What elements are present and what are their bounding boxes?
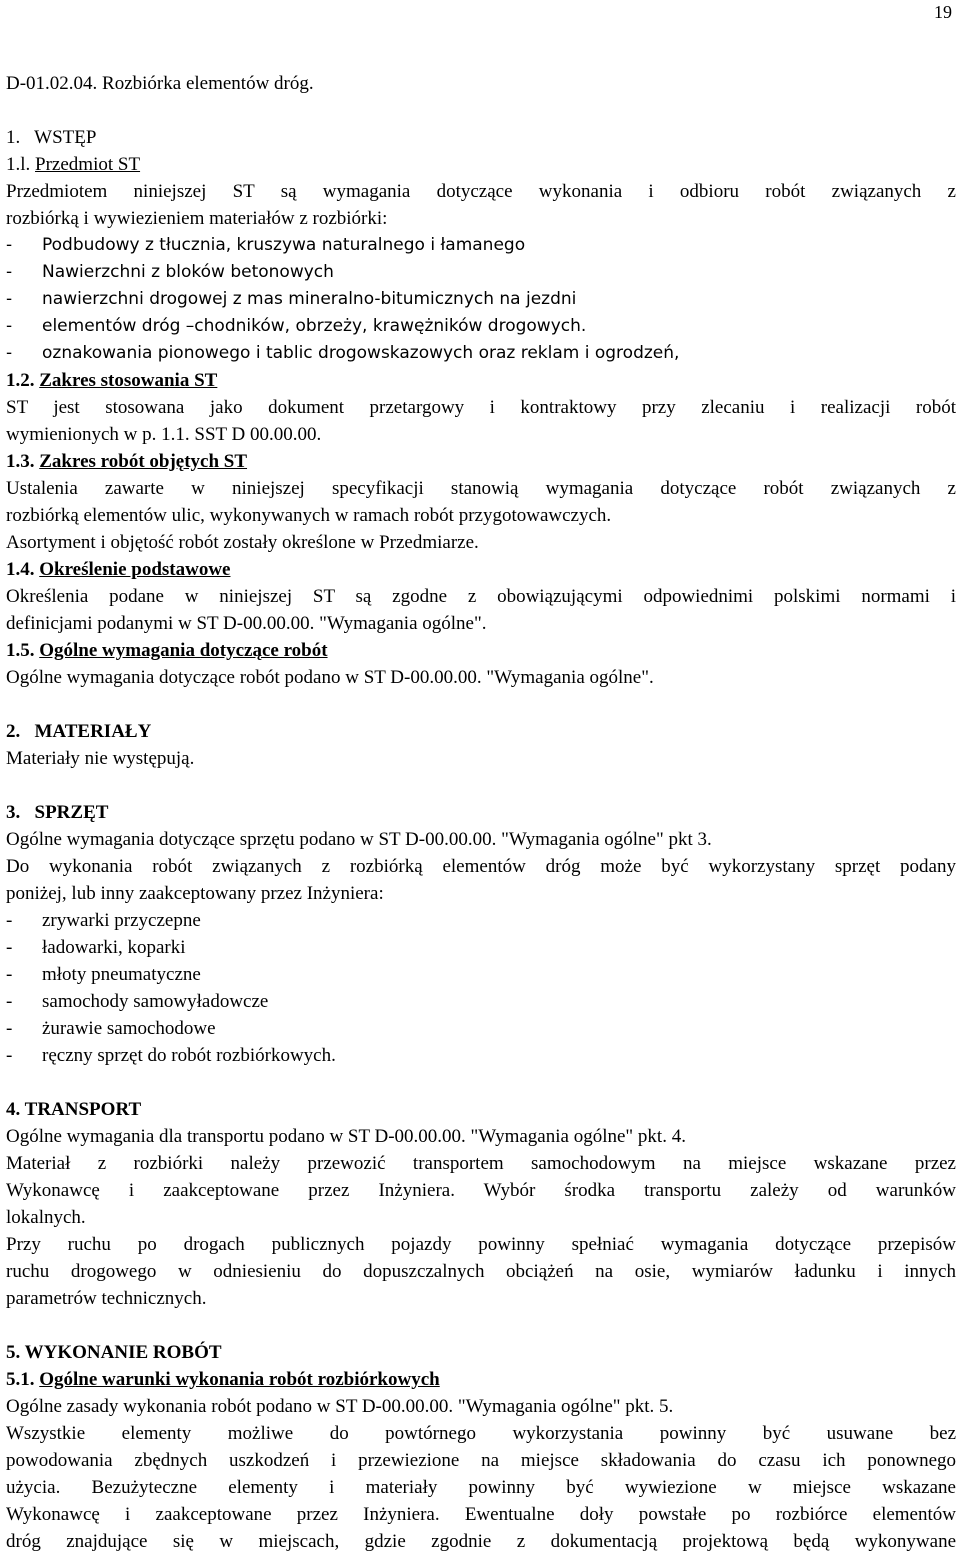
paragraph-line: dróg znajdujące się w miejscach, gdzie zgodnie z dokumentacją projektową będą wykonywane xyxy=(6,1531,956,1552)
list-item: - ładowarki, koparki xyxy=(6,937,186,958)
paragraph-line: Określenia podane w niniejszej ST są zgodne z obowiązującymi odpowiednimi polskimi normami i xyxy=(6,586,956,607)
section-2-heading: 2. MATERIAŁY xyxy=(6,721,152,742)
list-item: - Nawierzchni z bloków betonowych xyxy=(6,262,334,282)
section-number: 1.5. xyxy=(6,640,35,661)
paragraph-line: Wykonawcę i zaakceptowane przez Inżyniera. Wybór środka transportu zależy od warunków xyxy=(6,1180,956,1201)
document-title: D-01.02.04. Rozbiórka elementów dróg. xyxy=(6,73,314,94)
list-item: - ręczny sprzęt do robót rozbiórkowych. xyxy=(6,1045,336,1066)
section-3-heading: 3. SPRZĘT xyxy=(6,802,109,823)
list-item: - zrywarki przyczepne xyxy=(6,910,201,931)
section-number: 5.1. xyxy=(6,1369,35,1390)
section-number: 1.3. xyxy=(6,451,35,472)
paragraph-line: rozbiórką elementów ulic, wykonywanych w ramach robót przygotowawczych. xyxy=(6,505,612,526)
paragraph-line: ruchu drogowego w odniesieniu do dopuszczalnych obciążeń na osie, wymiarów ładunku i innych xyxy=(6,1261,956,1282)
section-4-heading: 4. TRANSPORT xyxy=(6,1099,142,1120)
document-body xyxy=(6,70,956,1555)
paragraph-line: Ogólne wymagania dla transportu podano w ST D-00.00.00. "Wymagania ogólne" pkt. 4. xyxy=(6,1126,686,1147)
section-1-3-heading xyxy=(6,448,956,475)
paragraph-line: Ogólne wymagania dotyczące robót podano w ST D-00.00.00. "Wymagania ogólne". xyxy=(6,667,654,688)
page-number: 19 xyxy=(934,2,952,22)
paragraph-line: Materiały nie występują. xyxy=(6,748,195,769)
paragraph-line: Wykonawcę i zaakceptowane przez Inżyniera. Ewentualne doły powstałe po rozbiórce elementów xyxy=(6,1504,956,1525)
list-item: - nawierzchni drogowej z mas mineralno-bitumicznych na jezdni xyxy=(6,289,577,309)
section-title: Zakres stosowania ST xyxy=(39,370,218,391)
section-number: 1.4. xyxy=(6,559,35,580)
section-5-1-heading xyxy=(6,1366,956,1393)
paragraph-line: definicjami podanymi w ST D-00.00.00. "Wymagania ogólne". xyxy=(6,613,487,634)
paragraph-line: Ustalenia zawarte w niniejszej specyfikacji stanowią wymagania dotyczące robót związanych z xyxy=(6,478,956,499)
section-1-5-heading xyxy=(6,637,956,664)
section-1-1-heading xyxy=(6,151,956,178)
section-title: Zakres robót objętych ST xyxy=(39,451,248,472)
section-title: Przedmiot ST xyxy=(35,154,141,175)
section-1-heading: 1. WSTĘP xyxy=(6,127,97,148)
list-item: - Podbudowy z tłucznia, kruszywa naturalnego i łamanego xyxy=(6,235,526,255)
paragraph-line: Wszystkie elementy możliwe do powtórnego wykorzystania powinny być usuwane bez xyxy=(6,1423,956,1444)
section-1-4-heading xyxy=(6,556,956,583)
section-title: Ogólne warunki wykonania robót rozbiórkowych xyxy=(39,1369,440,1390)
paragraph-line: powodowania zbędnych uszkodzeń i przewiezione na miejsce składowania do czasu ich ponownego xyxy=(6,1450,956,1471)
paragraph-line: lokalnych. xyxy=(6,1207,86,1228)
paragraph-line: Do wykonania robót związanych z rozbiórką elementów dróg może być wykorzystany sprzęt podany xyxy=(6,856,956,877)
section-number: 1.l. xyxy=(6,154,31,175)
section-title: Ogólne wymagania dotyczące robót xyxy=(39,640,328,661)
list-item: - żurawie samochodowe xyxy=(6,1018,216,1039)
section-1-2-heading xyxy=(6,367,956,394)
paragraph-line: poniżej, lub inny zaakceptowany przez Inżyniera: xyxy=(6,883,384,904)
paragraph-line: parametrów technicznych. xyxy=(6,1288,207,1309)
list-item: - oznakowania pionowego i tablic drogowskazowych oraz reklam i ogrodzeń, xyxy=(6,343,680,363)
paragraph-line: użycia. Bezużyteczne elementy i materiały powinny być wywiezione w miejsce wskazane xyxy=(6,1477,956,1498)
section-title: Określenie podstawowe xyxy=(39,559,231,580)
paragraph-line: Przy ruchu po drogach publicznych pojazdy powinny spełniać wymagania dotyczące przepisów xyxy=(6,1234,956,1255)
paragraph-line: Przedmiotem niniejszej ST są wymagania dotyczące wykonania i odbioru robót związanych z xyxy=(6,181,956,202)
paragraph-line: rozbiórką i wywiezieniem materiałów z rozbiórki: xyxy=(6,208,388,229)
paragraph-line: Ogólne zasady wykonania robót podano w ST D-00.00.00. "Wymagania ogólne" pkt. 5. xyxy=(6,1396,674,1417)
paragraph-line: Materiał z rozbiórki należy przewozić transportem samochodowym na miejsce wskazane przez xyxy=(6,1153,956,1174)
list-item: - samochody samowyładowcze xyxy=(6,991,269,1012)
paragraph-line: wymienionych w p. 1.1. SST D 00.00.00. xyxy=(6,424,322,445)
paragraph-line: Ogólne wymagania dotyczące sprzętu podano w ST D-00.00.00. "Wymagania ogólne" pkt 3. xyxy=(6,829,712,850)
paragraph-line: Asortyment i objętość robót zostały określone w Przedmiarze. xyxy=(6,532,479,553)
paragraph-line: ST jest stosowana jako dokument przetargowy i kontraktowy przy zlecaniu i realizacji robót xyxy=(6,397,956,418)
list-item: - młoty pneumatyczne xyxy=(6,964,201,985)
list-item: - elementów dróg –chodników, obrzeży, krawężników drogowych. xyxy=(6,316,587,336)
section-number: 1.2. xyxy=(6,370,35,391)
section-5-heading: 5. WYKONANIE ROBÓT xyxy=(6,1342,222,1363)
